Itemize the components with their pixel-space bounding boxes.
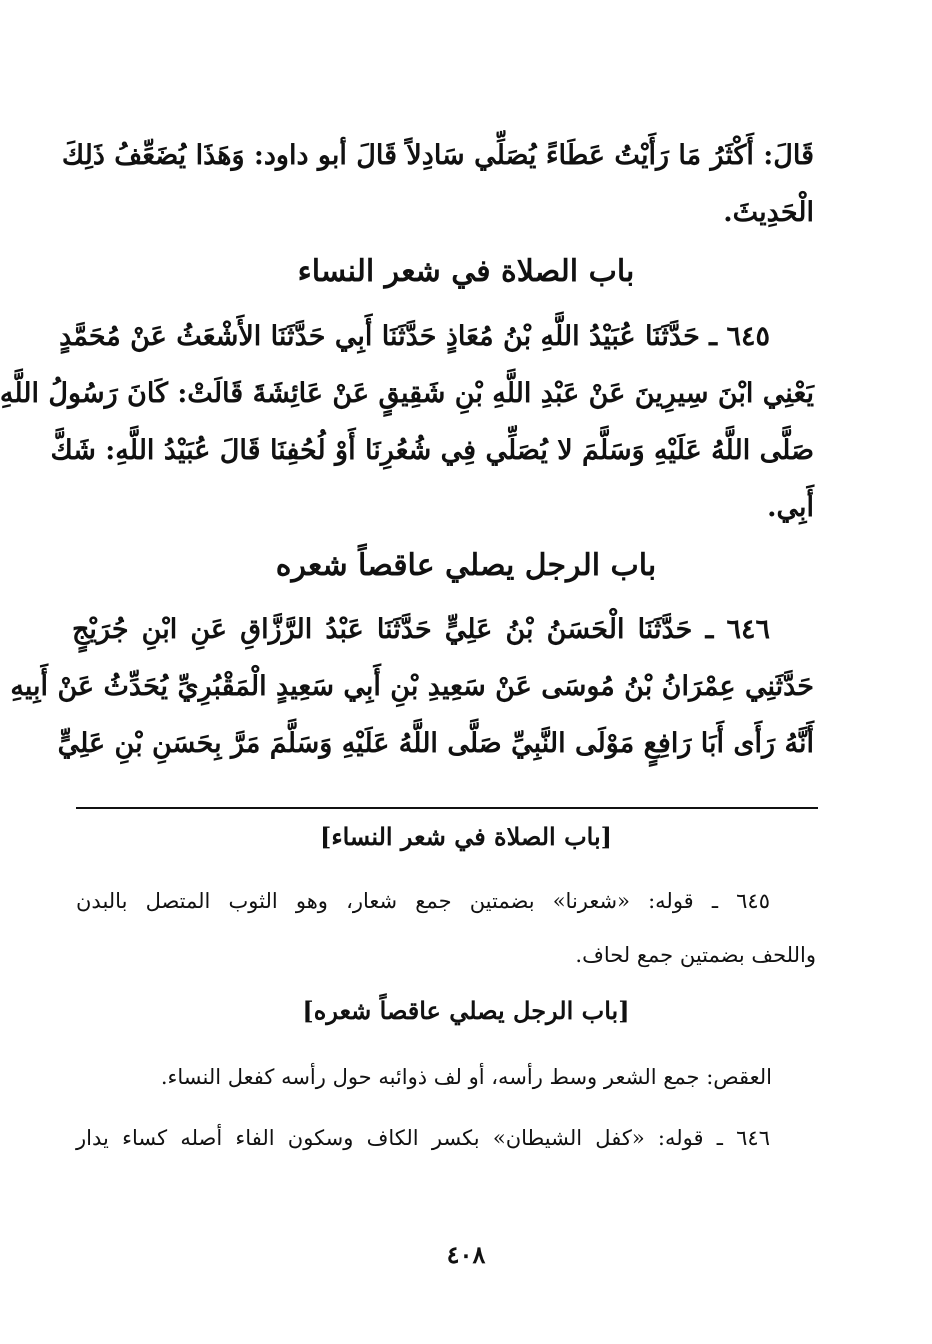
note-line: ٦٤٥ ـ قوله: «شعرنا» بضمتين جمع شعار، وهو الثوب المتصل بالبدن [76,889,770,913]
hadith-line: حَدَّثَنِي عِمْرَانُ بْنُ مُوسَى عَنْ سَعِيدِ بْنِ أَبِي سَعِيدٍ الْمَقْبُرِيِّ يُحَدِّثُ عَنْ أَبِيهِ [10,671,814,702]
note-heading: [باب الرجل يصلي عاقصاً شعره] [302,996,630,1025]
text-line: الْحَدِيثَ. [723,197,814,228]
page-number: ٤٠٨ [446,1240,486,1269]
text-line: قَالَ: أَكْثَرُ مَا رَأَيْتُ عَطَاءً يُصَلِّي سَادِلاً قَالَ أبو داود: وَهَذَا يُضَعِّفُ ذَلِكَ [61,140,814,171]
note-heading: [باب الصلاة في شعر النساء] [319,822,613,851]
hadith-line: صَلَّى اللَّهُ عَلَيْهِ وَسَلَّمَ لا يُصَلِّي فِي شُعُرِنَا أَوْ لُحُفِنَا قَالَ عُبَيْدُ اللَّهِ: شَكَّ [50,435,814,466]
chapter-heading: باب الصلاة في شعر النساء [297,254,635,289]
note-line: ٦٤٦ ـ قوله: «كفل الشيطان» بكسر الكاف وسكون الفاء أصله كساء يدار [76,1126,770,1150]
hadith-line: ٦٤٥ ـ حَدَّثَنَا عُبَيْدُ اللَّهِ بْنُ مُعَاذٍ حَدَّثَنَا أَبِي حَدَّثَنَا الأَشْعَثُ عَنْ مُحَمَّدٍ [59,321,770,352]
hadith-line: أَبِي. [767,492,814,523]
chapter-heading: باب الرجل يصلي عاقصاً شعره [275,548,657,583]
hadith-line: يَعْنِي ابْنَ سِيرِينَ عَنْ عَبْدِ اللَّهِ بْنِ شَقِيقٍ عَنْ عَائِشَةَ قَالَتْ: كَانَ رَسُولُ اللَّهِ [0,378,814,409]
hadith-line: ٦٤٦ ـ حَدَّثَنَا الْحَسَنُ بْنُ عَلِيٍّ حَدَّثَنَا عَبْدُ الرَّزَّاقِ عَنِ ابْنِ جُرَيْجٍ [72,614,770,645]
note-line: واللحف بضمتين جمع لحاف. [575,943,816,967]
footnote-divider [76,807,818,809]
hadith-line: أَنَّهُ رَأَى أَبَا رَافِعٍ مَوْلَى النَّبِيِّ صَلَّى اللَّهُ عَلَيْهِ وَسَلَّمَ مَرَّ بِحَسَنِ بْنِ عَلِيٍّ [57,728,814,759]
note-line: العقص: جمع الشعر وسط رأسه، أو لف ذوائبه حول رأسه كفعل النساء. [160,1065,772,1089]
